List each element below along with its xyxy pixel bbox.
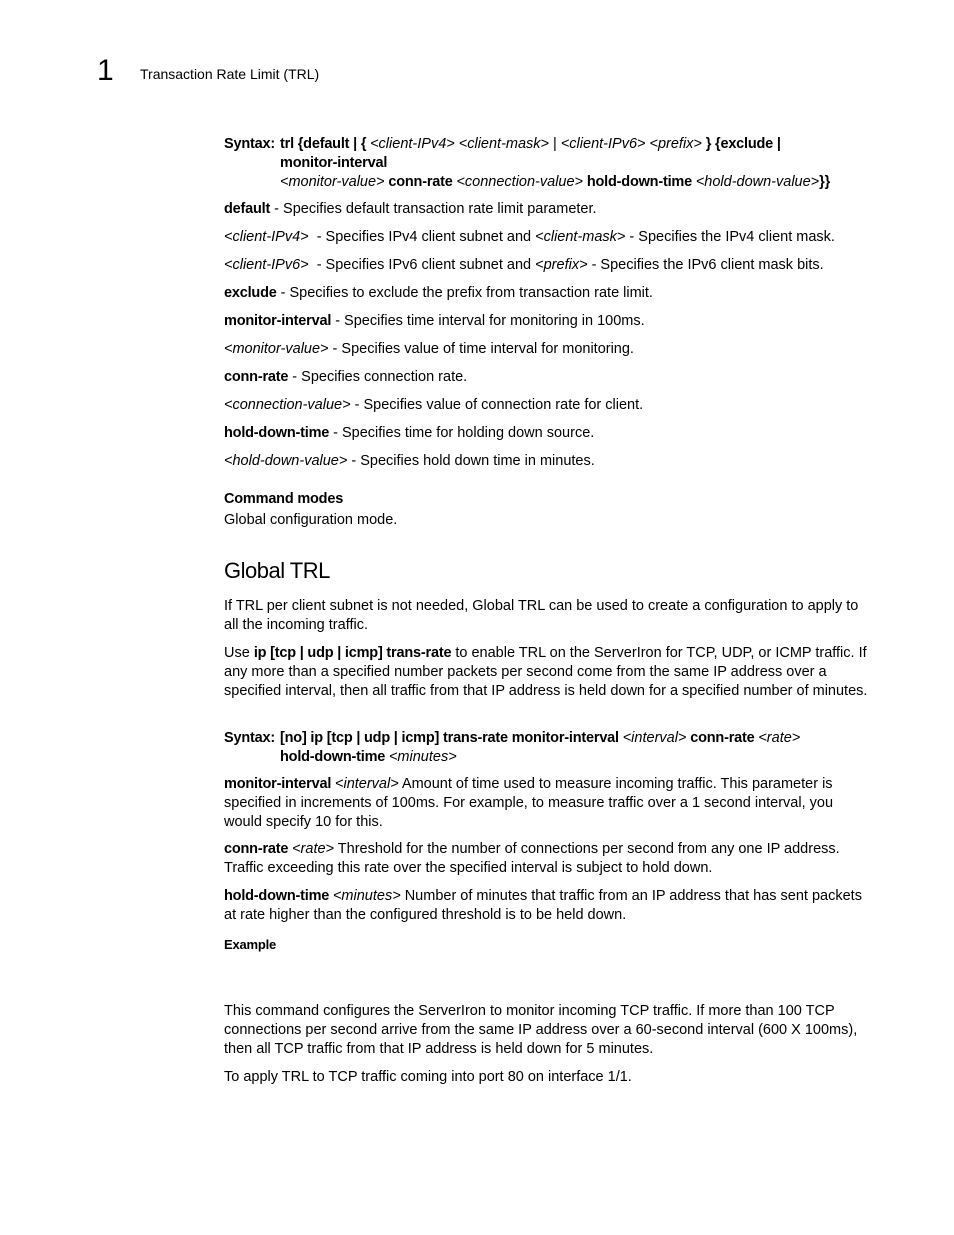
syntax-line-2: monitor-interval — [280, 155, 388, 171]
section-heading-global-trl: Global TRL — [224, 558, 330, 583]
apply-trl-text: To apply TRL to TCP traffic coming into port 80 on interface 1/1. — [224, 1069, 632, 1085]
syntax-line-1 — [280, 135, 870, 154]
syntax-body — [280, 135, 870, 192]
example-label: Example — [224, 937, 277, 952]
global-trl-intro: If TRL per client subnet is not needed, Global TRL can be used to create a configuration to apply to all the incoming traffic. — [224, 598, 859, 633]
chapter-title: Transaction Rate Limit (TRL) — [140, 66, 320, 82]
chapter-number: 1 — [97, 54, 114, 87]
syntax-keyword: trl {default | { — [280, 136, 371, 152]
syntax-keyword: }} — [819, 174, 831, 190]
param-hold-down-time: hold-down-time - Specifies time for holding down source. — [224, 425, 595, 441]
desc-monitor-interval: monitor-interval <interval> Amount of time used to measure incoming traffic. This parameter is specified in increments of 100ms. For example, to measure traffic over a 1 second interval, you would specify 10 for this. — [224, 776, 834, 830]
syntax-label: Syntax: — [224, 136, 275, 152]
param-default: default - Specifies default transaction rate limit parameter. — [224, 201, 597, 217]
param-client-ipv4: <client-IPv4> - Specifies IPv4 client subnet and <client-mask> - Specifies the IPv4 client mask. — [224, 229, 835, 245]
syntax-body — [280, 729, 870, 767]
syntax-arg: <connection-value> — [456, 174, 584, 190]
syntax-arg: <hold-down-value> — [695, 174, 820, 190]
example-description: This command configures the ServerIron to monitor incoming TCP traffic. If more than 100 TCP connections per second arrive from the same IP address over a 60-second interval (600 X 100ms), then all TCP traffic from that IP address is held down for 5 minutes. — [224, 1003, 858, 1057]
param-monitor-interval: monitor-interval - Specifies time interval for monitoring in 100ms. — [224, 313, 645, 329]
syntax-line-2: hold-down-time <minutes> — [280, 749, 457, 765]
param-hold-down-value: <hold-down-value> - Specifies hold down time in minutes. — [224, 453, 595, 469]
param-exclude: exclude - Specifies to exclude the prefix from transaction rate limit. — [224, 285, 653, 301]
param-client-ipv6: <client-IPv6> - Specifies IPv6 client subnet and <prefix> - Specifies the IPv6 client mask bits. — [224, 257, 824, 273]
syntax-keyword: conn-rate — [384, 174, 457, 190]
syntax-line-3 — [280, 173, 870, 192]
syntax-sep: | — [549, 136, 561, 152]
syntax-label: Syntax: — [224, 730, 275, 746]
desc-hold-down-time: hold-down-time <minutes> Number of minutes that traffic from an IP address that has sent packets at rate higher than the configured threshold is to be held down. — [224, 888, 862, 923]
param-conn-rate: conn-rate - Specifies connection rate. — [224, 369, 468, 385]
global-trl-syntax — [224, 729, 870, 767]
syntax-arg: <client-IPv4> <client-mask> — [370, 136, 550, 152]
syntax-arg: <client-IPv6> <prefix> — [560, 136, 702, 152]
param-connection-value: <connection-value> - Specifies value of connection rate for client. — [224, 397, 644, 413]
command-modes-text: Global configuration mode. — [224, 512, 398, 528]
trl-syntax — [224, 135, 870, 192]
syntax-keyword: hold-down-time — [583, 174, 696, 190]
global-trl-use: Use ip [tcp | udp | icmp] trans-rate to enable TRL on the ServerIron for TCP, UDP, or ICMP traffic. If any more than a specified number packets per second come from the same IP address over a specified interval, then all traffic from that IP address is held down for a specified number of minutes. — [224, 645, 868, 699]
syntax-line-1: [no] ip [tcp | udp | icmp] trans-rate monitor-interval <interval> conn-rate <rate> — [280, 730, 801, 746]
command-modes-heading: Command modes — [224, 491, 344, 507]
syntax-keyword: } {exclude | — [701, 136, 781, 152]
desc-conn-rate: conn-rate <rate> Threshold for the number of connections per second from any one IP address. Traffic exceeding this rate over the specified interval is subject to hold down. — [224, 841, 840, 876]
param-monitor-value: <monitor-value> - Specifies value of time interval for monitoring. — [224, 341, 634, 357]
syntax-arg: <monitor-value> — [280, 174, 385, 190]
